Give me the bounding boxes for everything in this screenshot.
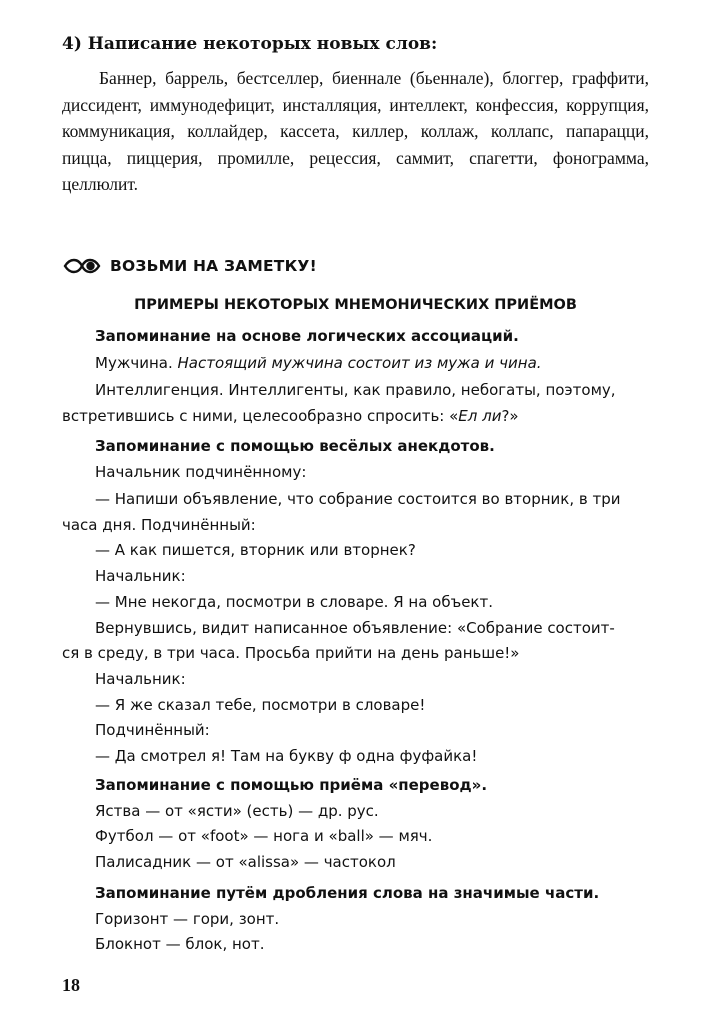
jokes-line: Начальник:	[95, 567, 186, 585]
translate-line: Палисадник — от «alissa» — частокол	[95, 853, 396, 871]
logic-word-explanation: Настоящий мужчина состоит из мужа и чина.	[177, 354, 542, 372]
jokes-line: — Мне некогда, посмотри в словаре. Я на объект.	[95, 593, 493, 611]
split-heading: Запоминание путём дробления слова на значимые части.	[95, 884, 600, 902]
translate-heading: Запоминание с помощью приёма «перевод».	[95, 776, 488, 794]
jokes-line: Вернувшись, видит написанное объявление: «Собрание состоит-	[95, 619, 615, 637]
logic-word: Мужчина.	[95, 354, 173, 372]
translate-line: Футбол — от «foot» — нога и «ball» — мяч.	[95, 827, 433, 845]
logic-line-3-suffix: ?»	[501, 407, 519, 425]
logic-line-3-italic: Ел ли	[458, 407, 502, 425]
jokes-line: — Да смотрел я! Там на букву ф одна фуфайка!	[95, 747, 478, 765]
split-line: Горизонт — гори, зонт.	[95, 910, 280, 928]
note-title: ВОЗЬМИ НА ЗАМЕТКУ!	[110, 257, 317, 275]
jokes-line: часа дня. Подчинённый:	[62, 516, 256, 534]
jokes-line: Начальник:	[95, 670, 186, 688]
examples-title: ПРИМЕРЫ НЕКОТОРЫХ МНЕМОНИЧЕСКИХ ПРИЁМОВ	[134, 297, 577, 313]
jokes-line: — А как пишется, вторник или вторнек?	[95, 541, 416, 559]
logic-heading: Запоминание на основе логических ассоциаций.	[95, 327, 519, 345]
translate-line: Яства — от «ясти» (есть) — др. рус.	[95, 802, 379, 820]
section-4-title: 4) Написание некоторых новых слов:	[62, 34, 438, 54]
jokes-line: Подчинённый:	[95, 721, 210, 739]
note-eye-icon	[62, 256, 102, 276]
split-line: Блокнот — блок, нот.	[95, 935, 265, 953]
jokes-line: Начальник подчинённому:	[95, 463, 307, 481]
logic-line-3-prefix: встретившись с ними, целесообразно спросить: «	[62, 407, 459, 425]
page-number: 18	[62, 975, 80, 995]
section-4-word-list: Баннер, баррель, бестселлер, биеннале (бьеннале), блоггер, граффити, диссидент, иммунодефицит, инсталляция, интеллект, конфессия, коррупция, коммуникация, коллайдер, кассета, киллер, коллаж, коллапс, папарацци, пицца, пиццерия, промилле, рецессия, саммит, спагетти, фонограмма, целлюлит.	[62, 68, 649, 194]
jokes-line: ся в среду, в три часа. Просьба прийти на день раньше!»	[62, 644, 520, 662]
logic-line-1	[95, 354, 542, 372]
jokes-heading: Запоминание с помощью весёлых анекдотов.	[95, 437, 495, 455]
jokes-line: — Напиши объявление, что собрание состоится во вторник, в три	[95, 490, 621, 508]
jokes-line: — Я же сказал тебе, посмотри в словаре!	[95, 696, 426, 714]
logic-line-3	[62, 407, 519, 425]
logic-line-2: Интеллигенция. Интеллигенты, как правило, небогаты, поэтому,	[95, 381, 616, 399]
note-heading	[62, 254, 317, 278]
